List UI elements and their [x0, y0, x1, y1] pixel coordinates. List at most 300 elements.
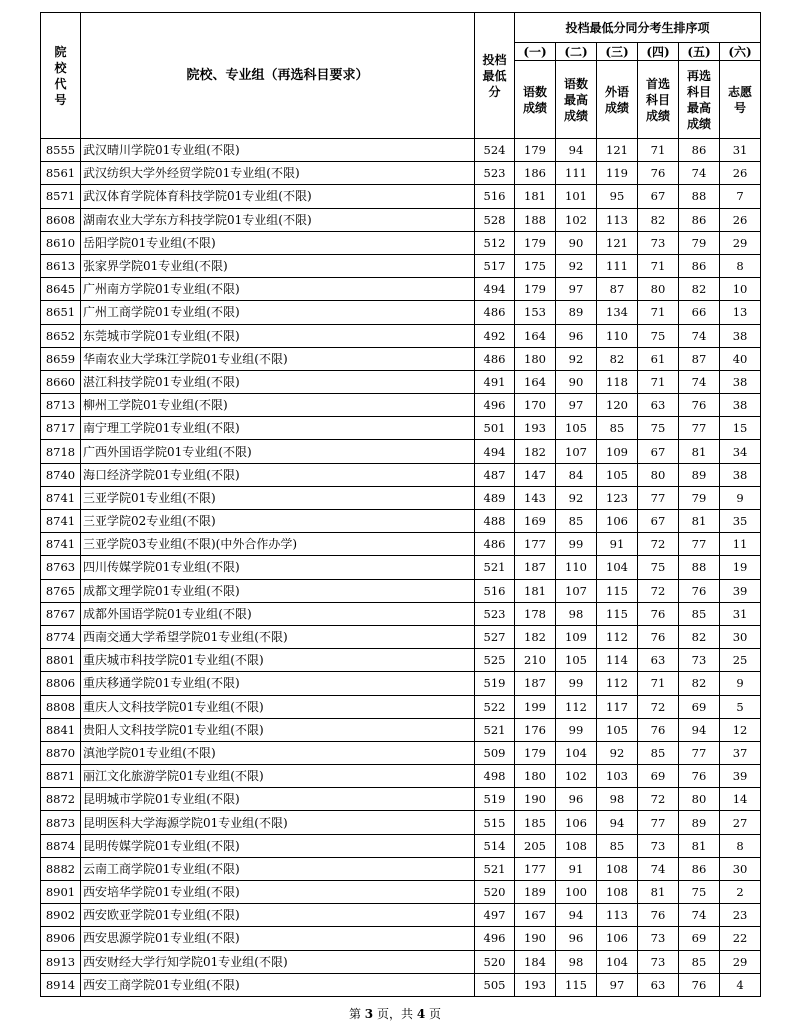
- row-code: 8902: [41, 904, 81, 927]
- row-c1: 189: [515, 881, 556, 904]
- row-code: 8741: [41, 533, 81, 556]
- row-c1: 177: [515, 857, 556, 880]
- table-row: [41, 857, 761, 880]
- row-code: 8914: [41, 973, 81, 996]
- table-row: [41, 649, 761, 672]
- row-code: 8871: [41, 765, 81, 788]
- row-name: 张家界学院01专业组(不限): [81, 254, 475, 277]
- row-c4: 69: [638, 765, 679, 788]
- row-c4: 72: [638, 579, 679, 602]
- header-sub-label: 志愿号: [720, 61, 761, 139]
- header-sub-num: (六): [720, 43, 761, 61]
- row-min-score: 514: [475, 834, 515, 857]
- row-min-score: 522: [475, 695, 515, 718]
- row-min-score: 528: [475, 208, 515, 231]
- row-c2: 105: [556, 649, 597, 672]
- row-c4: 72: [638, 533, 679, 556]
- row-c1: 170: [515, 394, 556, 417]
- table-row: [41, 672, 761, 695]
- row-c3: 119: [597, 162, 638, 185]
- row-min-score: 505: [475, 973, 515, 996]
- row-name: 东莞城市学院01专业组(不限): [81, 324, 475, 347]
- row-c5: 86: [679, 857, 720, 880]
- row-name: 西安工商学院01专业组(不限): [81, 973, 475, 996]
- row-c5: 94: [679, 718, 720, 741]
- row-c5: 79: [679, 231, 720, 254]
- row-c1: 190: [515, 927, 556, 950]
- row-c4: 75: [638, 417, 679, 440]
- row-c6: 40: [720, 347, 761, 370]
- row-c6: 2: [720, 881, 761, 904]
- row-c1: 179: [515, 139, 556, 162]
- row-name: 广州南方学院01专业组(不限): [81, 278, 475, 301]
- row-c6: 12: [720, 718, 761, 741]
- row-c4: 71: [638, 254, 679, 277]
- row-c6: 5: [720, 695, 761, 718]
- table-row: [41, 950, 761, 973]
- row-code: 8571: [41, 185, 81, 208]
- header-sub-num: (三): [597, 43, 638, 61]
- row-c3: 94: [597, 811, 638, 834]
- table-row: [41, 579, 761, 602]
- row-c1: 190: [515, 788, 556, 811]
- row-c6: 29: [720, 950, 761, 973]
- row-c2: 99: [556, 672, 597, 695]
- row-c4: 67: [638, 510, 679, 533]
- row-c3: 108: [597, 881, 638, 904]
- row-c1: 210: [515, 649, 556, 672]
- row-name: 昆明传媒学院01专业组(不限): [81, 834, 475, 857]
- row-c3: 118: [597, 370, 638, 393]
- row-c6: 8: [720, 254, 761, 277]
- row-c6: 19: [720, 556, 761, 579]
- row-c4: 63: [638, 394, 679, 417]
- row-c3: 97: [597, 973, 638, 996]
- row-code: 8608: [41, 208, 81, 231]
- row-code: 8873: [41, 811, 81, 834]
- table-row: [41, 162, 761, 185]
- row-c6: 9: [720, 486, 761, 509]
- row-c1: 177: [515, 533, 556, 556]
- row-c5: 74: [679, 904, 720, 927]
- row-code: 8610: [41, 231, 81, 254]
- row-c2: 90: [556, 370, 597, 393]
- row-c2: 92: [556, 347, 597, 370]
- header-min-score: 投档最低分: [475, 13, 515, 139]
- row-min-score: 527: [475, 625, 515, 648]
- row-code: 8613: [41, 254, 81, 277]
- row-c2: 84: [556, 463, 597, 486]
- row-min-score: 488: [475, 510, 515, 533]
- row-code: 8713: [41, 394, 81, 417]
- row-code: 8740: [41, 463, 81, 486]
- row-c2: 111: [556, 162, 597, 185]
- table-row: [41, 973, 761, 996]
- row-c1: 182: [515, 440, 556, 463]
- row-c1: 186: [515, 162, 556, 185]
- row-c2: 98: [556, 602, 597, 625]
- row-c5: 86: [679, 254, 720, 277]
- row-c2: 98: [556, 950, 597, 973]
- row-name: 海口经济学院01专业组(不限): [81, 463, 475, 486]
- row-c1: 147: [515, 463, 556, 486]
- row-c1: 184: [515, 950, 556, 973]
- row-c5: 73: [679, 649, 720, 672]
- row-c1: 164: [515, 370, 556, 393]
- row-c3: 87: [597, 278, 638, 301]
- row-c2: 108: [556, 834, 597, 857]
- table-row: [41, 718, 761, 741]
- row-min-score: 486: [475, 347, 515, 370]
- row-c2: 107: [556, 440, 597, 463]
- row-c1: 176: [515, 718, 556, 741]
- row-c4: 76: [638, 904, 679, 927]
- header-sub-label: 外语成绩: [597, 61, 638, 139]
- table-row: [41, 278, 761, 301]
- row-c5: 81: [679, 440, 720, 463]
- row-code: 8870: [41, 741, 81, 764]
- row-min-score: 516: [475, 579, 515, 602]
- row-name: 丽江文化旅游学院01专业组(不限): [81, 765, 475, 788]
- row-c3: 105: [597, 718, 638, 741]
- row-c6: 39: [720, 765, 761, 788]
- row-name: 武汉纺织大学外经贸学院01专业组(不限): [81, 162, 475, 185]
- header-name: 院校、专业组（再选科目要求）: [81, 13, 475, 139]
- table-row: [41, 324, 761, 347]
- row-c2: 99: [556, 718, 597, 741]
- row-c5: 80: [679, 788, 720, 811]
- row-c1: 153: [515, 301, 556, 324]
- row-c3: 106: [597, 510, 638, 533]
- table-row: [41, 301, 761, 324]
- row-name: 三亚学院01专业组(不限): [81, 486, 475, 509]
- row-c1: 193: [515, 973, 556, 996]
- row-c5: 85: [679, 602, 720, 625]
- row-c2: 105: [556, 417, 597, 440]
- row-min-score: 521: [475, 556, 515, 579]
- row-c6: 37: [720, 741, 761, 764]
- row-name: 贵阳人文科技学院01专业组(不限): [81, 718, 475, 741]
- row-c5: 81: [679, 510, 720, 533]
- row-name: 湖南农业大学东方科技学院01专业组(不限): [81, 208, 475, 231]
- row-c4: 71: [638, 672, 679, 695]
- row-c6: 27: [720, 811, 761, 834]
- row-c2: 91: [556, 857, 597, 880]
- row-c4: 81: [638, 881, 679, 904]
- row-code: 8801: [41, 649, 81, 672]
- row-min-score: 486: [475, 533, 515, 556]
- row-name: 昆明医科大学海源学院01专业组(不限): [81, 811, 475, 834]
- row-name: 广西外国语学院01专业组(不限): [81, 440, 475, 463]
- row-c6: 38: [720, 324, 761, 347]
- row-c4: 61: [638, 347, 679, 370]
- row-c4: 76: [638, 602, 679, 625]
- row-c3: 104: [597, 950, 638, 973]
- row-name: 南宁理工学院01专业组(不限): [81, 417, 475, 440]
- row-name: 滇池学院01专业组(不限): [81, 741, 475, 764]
- row-name: 四川传媒学院01专业组(不限): [81, 556, 475, 579]
- row-code: 8645: [41, 278, 81, 301]
- row-c3: 95: [597, 185, 638, 208]
- row-c5: 74: [679, 370, 720, 393]
- header-sub-num: (一): [515, 43, 556, 61]
- row-c4: 85: [638, 741, 679, 764]
- row-c5: 82: [679, 625, 720, 648]
- row-min-score: 515: [475, 811, 515, 834]
- row-c3: 104: [597, 556, 638, 579]
- row-code: 8717: [41, 417, 81, 440]
- header-sub-label: 语数成绩: [515, 61, 556, 139]
- row-c2: 92: [556, 486, 597, 509]
- row-name: 昆明城市学院01专业组(不限): [81, 788, 475, 811]
- row-c3: 134: [597, 301, 638, 324]
- row-c1: 187: [515, 556, 556, 579]
- row-c5: 77: [679, 417, 720, 440]
- row-name: 西安思源学院01专业组(不限): [81, 927, 475, 950]
- row-c1: 199: [515, 695, 556, 718]
- row-c1: 193: [515, 417, 556, 440]
- table-row: [41, 625, 761, 648]
- table-row: [41, 440, 761, 463]
- row-c4: 71: [638, 139, 679, 162]
- row-c5: 69: [679, 927, 720, 950]
- row-c1: 180: [515, 347, 556, 370]
- row-min-score: 496: [475, 394, 515, 417]
- row-c1: 205: [515, 834, 556, 857]
- row-c1: 164: [515, 324, 556, 347]
- row-c6: 38: [720, 394, 761, 417]
- row-c5: 75: [679, 881, 720, 904]
- row-min-score: 517: [475, 254, 515, 277]
- row-c3: 103: [597, 765, 638, 788]
- row-code: 8774: [41, 625, 81, 648]
- row-code: 8874: [41, 834, 81, 857]
- row-c3: 112: [597, 625, 638, 648]
- table-row: [41, 834, 761, 857]
- row-c2: 102: [556, 765, 597, 788]
- table-row: [41, 533, 761, 556]
- table-row: [41, 231, 761, 254]
- row-c5: 88: [679, 556, 720, 579]
- row-c2: 89: [556, 301, 597, 324]
- row-c5: 76: [679, 394, 720, 417]
- header-sort-group: 投档最低分同分考生排序项: [515, 13, 761, 43]
- row-c4: 75: [638, 556, 679, 579]
- row-c3: 121: [597, 139, 638, 162]
- row-min-score: 520: [475, 950, 515, 973]
- row-c2: 94: [556, 139, 597, 162]
- footer-page-number: 3: [364, 1007, 374, 1021]
- row-code: 8763: [41, 556, 81, 579]
- row-c3: 85: [597, 417, 638, 440]
- row-c1: 188: [515, 208, 556, 231]
- row-c4: 71: [638, 301, 679, 324]
- row-c6: 30: [720, 857, 761, 880]
- row-name: 柳州工学院01专业组(不限): [81, 394, 475, 417]
- row-c6: 23: [720, 904, 761, 927]
- row-name: 三亚学院03专业组(不限)(中外合作办学): [81, 533, 475, 556]
- row-min-score: 516: [475, 185, 515, 208]
- row-c6: 29: [720, 231, 761, 254]
- row-code: 8659: [41, 347, 81, 370]
- row-c3: 115: [597, 579, 638, 602]
- row-c2: 102: [556, 208, 597, 231]
- row-min-score: 523: [475, 162, 515, 185]
- row-code: 8718: [41, 440, 81, 463]
- table-row: [41, 463, 761, 486]
- table-row: [41, 881, 761, 904]
- row-c6: 39: [720, 579, 761, 602]
- row-c6: 38: [720, 370, 761, 393]
- row-name: 重庆城市科技学院01专业组(不限): [81, 649, 475, 672]
- row-c2: 109: [556, 625, 597, 648]
- row-min-score: 492: [475, 324, 515, 347]
- table-row: [41, 602, 761, 625]
- row-c2: 115: [556, 973, 597, 996]
- row-c2: 96: [556, 788, 597, 811]
- table-row: [41, 185, 761, 208]
- row-name: 岳阳学院01专业组(不限): [81, 231, 475, 254]
- row-name: 湛江科技学院01专业组(不限): [81, 370, 475, 393]
- row-name: 成都外国语学院01专业组(不限): [81, 602, 475, 625]
- row-c1: 181: [515, 185, 556, 208]
- row-c1: 175: [515, 254, 556, 277]
- row-c3: 109: [597, 440, 638, 463]
- row-c3: 113: [597, 904, 638, 927]
- row-c6: 9: [720, 672, 761, 695]
- row-c6: 25: [720, 649, 761, 672]
- header-sub-num: (五): [679, 43, 720, 61]
- row-code: 8882: [41, 857, 81, 880]
- row-c1: 179: [515, 741, 556, 764]
- row-code: 8765: [41, 579, 81, 602]
- row-c2: 97: [556, 394, 597, 417]
- row-min-score: 519: [475, 672, 515, 695]
- row-c3: 112: [597, 672, 638, 695]
- row-min-score: 521: [475, 857, 515, 880]
- row-code: 8741: [41, 486, 81, 509]
- row-c4: 76: [638, 718, 679, 741]
- table-row: [41, 486, 761, 509]
- table-row: [41, 741, 761, 764]
- row-c2: 92: [556, 254, 597, 277]
- header-sub-num: (二): [556, 43, 597, 61]
- row-c3: 114: [597, 649, 638, 672]
- row-code: 8555: [41, 139, 81, 162]
- row-c4: 67: [638, 185, 679, 208]
- row-c5: 76: [679, 765, 720, 788]
- admission-score-table: [40, 12, 761, 997]
- row-min-score: 520: [475, 881, 515, 904]
- row-min-score: 525: [475, 649, 515, 672]
- row-min-score: 486: [475, 301, 515, 324]
- row-code: 8808: [41, 695, 81, 718]
- row-c5: 76: [679, 973, 720, 996]
- row-name: 西南交通大学希望学院01专业组(不限): [81, 625, 475, 648]
- table-body: [41, 139, 761, 997]
- row-name: 重庆移通学院01专业组(不限): [81, 672, 475, 695]
- row-code: 8741: [41, 510, 81, 533]
- row-c3: 121: [597, 231, 638, 254]
- row-c1: 167: [515, 904, 556, 927]
- row-c1: 179: [515, 231, 556, 254]
- row-code: 8906: [41, 927, 81, 950]
- row-c4: 77: [638, 811, 679, 834]
- row-c1: 180: [515, 765, 556, 788]
- row-min-score: 489: [475, 486, 515, 509]
- row-c5: 87: [679, 347, 720, 370]
- row-c4: 80: [638, 463, 679, 486]
- row-c5: 86: [679, 139, 720, 162]
- row-min-score: 501: [475, 417, 515, 440]
- row-c4: 82: [638, 208, 679, 231]
- row-code: 8660: [41, 370, 81, 393]
- row-c4: 72: [638, 695, 679, 718]
- row-name: 华南农业大学珠江学院01专业组(不限): [81, 347, 475, 370]
- row-name: 西安财经大学行知学院01专业组(不限): [81, 950, 475, 973]
- row-c3: 82: [597, 347, 638, 370]
- row-c4: 76: [638, 162, 679, 185]
- row-min-score: 491: [475, 370, 515, 393]
- row-name: 西安欧亚学院01专业组(不限): [81, 904, 475, 927]
- row-min-score: 521: [475, 718, 515, 741]
- row-code: 8767: [41, 602, 81, 625]
- row-c4: 71: [638, 370, 679, 393]
- row-c3: 106: [597, 927, 638, 950]
- row-c1: 187: [515, 672, 556, 695]
- row-c5: 74: [679, 324, 720, 347]
- row-name: 武汉体育学院体育科技学院01专业组(不限): [81, 185, 475, 208]
- row-name: 西安培华学院01专业组(不限): [81, 881, 475, 904]
- row-code: 8901: [41, 881, 81, 904]
- row-c3: 113: [597, 208, 638, 231]
- row-min-score: 519: [475, 788, 515, 811]
- row-c4: 73: [638, 231, 679, 254]
- row-c4: 63: [638, 649, 679, 672]
- row-c3: 120: [597, 394, 638, 417]
- row-c4: 77: [638, 486, 679, 509]
- row-c3: 91: [597, 533, 638, 556]
- row-min-score: 494: [475, 440, 515, 463]
- row-c5: 81: [679, 834, 720, 857]
- row-c4: 73: [638, 927, 679, 950]
- row-code: 8652: [41, 324, 81, 347]
- row-c6: 11: [720, 533, 761, 556]
- row-c3: 108: [597, 857, 638, 880]
- row-c2: 101: [556, 185, 597, 208]
- row-c2: 97: [556, 278, 597, 301]
- row-min-score: 498: [475, 765, 515, 788]
- row-name: 武汉晴川学院01专业组(不限): [81, 139, 475, 162]
- table-row: [41, 556, 761, 579]
- row-c2: 100: [556, 881, 597, 904]
- footer-post: 页: [429, 1007, 442, 1021]
- row-c3: 85: [597, 834, 638, 857]
- header-sub-label: 首选科目成绩: [638, 61, 679, 139]
- row-c1: 182: [515, 625, 556, 648]
- row-c2: 112: [556, 695, 597, 718]
- row-c4: 73: [638, 834, 679, 857]
- row-c3: 123: [597, 486, 638, 509]
- header-sub-num: (四): [638, 43, 679, 61]
- row-c5: 82: [679, 672, 720, 695]
- row-c2: 85: [556, 510, 597, 533]
- row-c3: 111: [597, 254, 638, 277]
- row-c6: 14: [720, 788, 761, 811]
- row-c6: 31: [720, 139, 761, 162]
- table-row: [41, 370, 761, 393]
- row-c1: 185: [515, 811, 556, 834]
